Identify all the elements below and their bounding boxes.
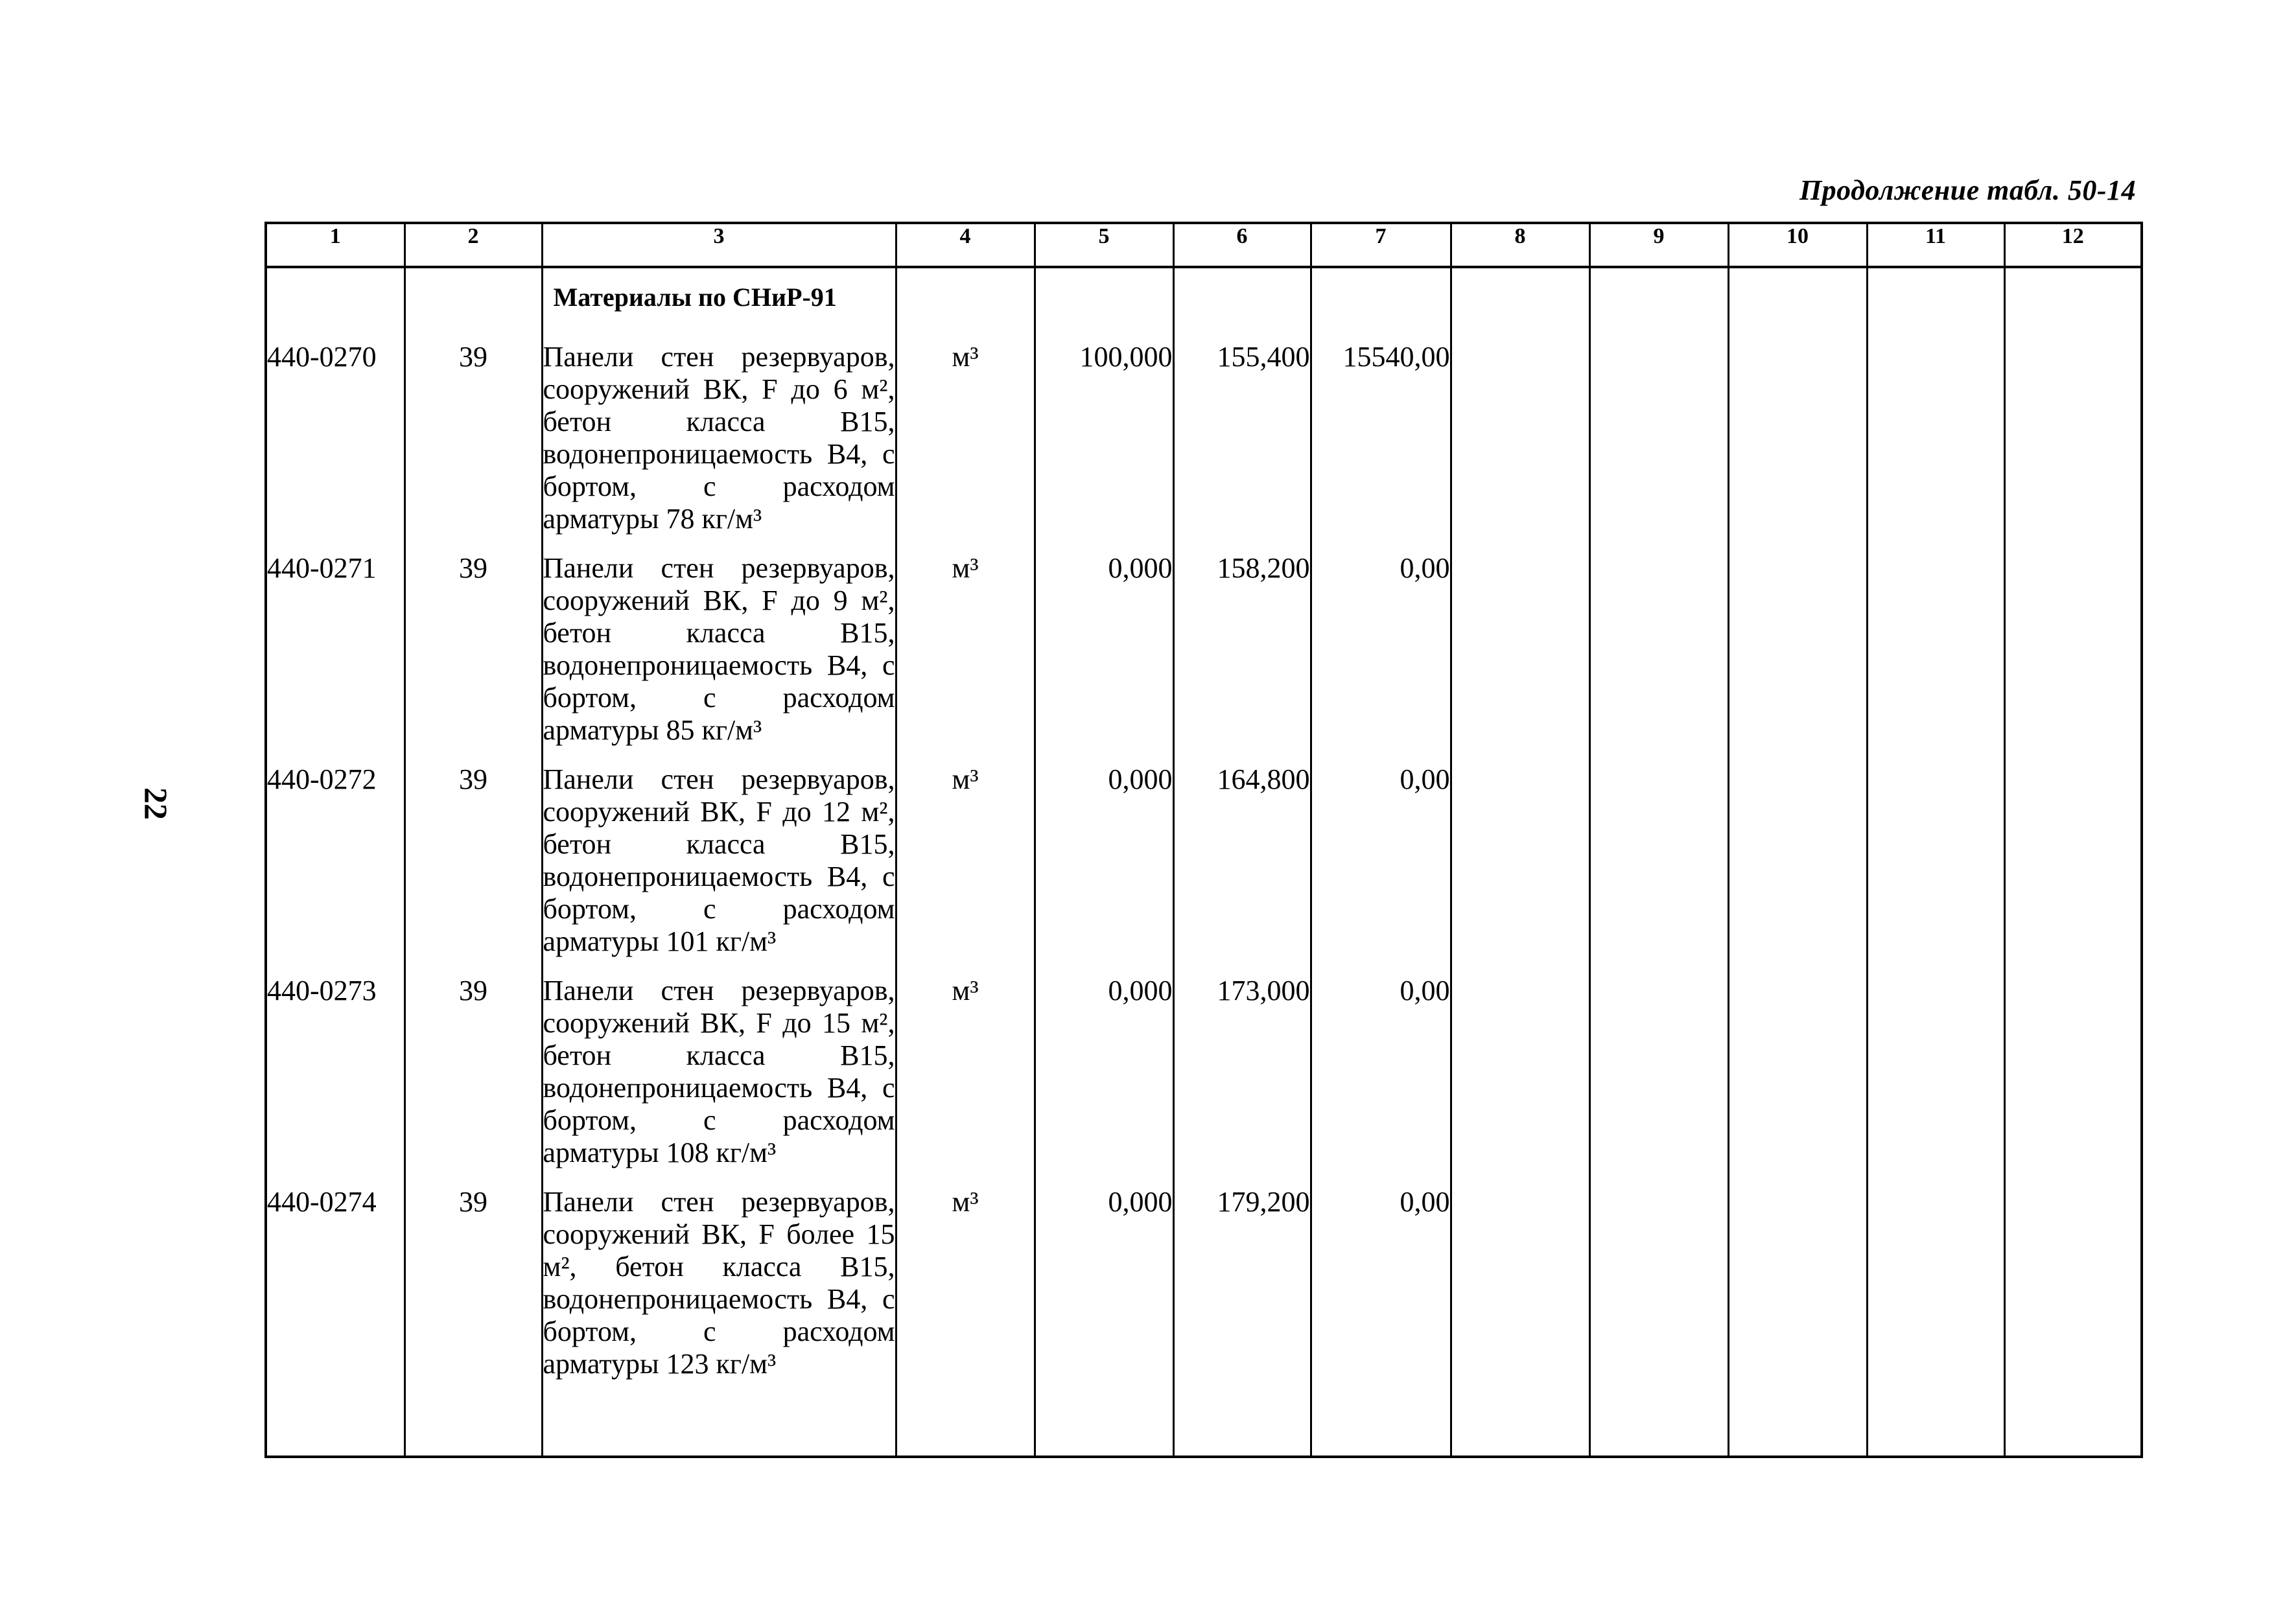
header-cell: 2 bbox=[404, 223, 542, 267]
unit-price: 158,200 bbox=[1173, 544, 1311, 756]
page-number: 22 bbox=[138, 787, 174, 820]
unit-price: 173,000 bbox=[1173, 967, 1311, 1178]
header-cell: 5 bbox=[1035, 223, 1173, 267]
total-cost: 15540,00 bbox=[1311, 333, 1451, 544]
resource-code: 440-0273 bbox=[266, 967, 404, 1178]
group-number: 39 bbox=[404, 1178, 542, 1457]
unit-price: 179,200 bbox=[1173, 1178, 1311, 1457]
unit-of-measure: м³ bbox=[896, 967, 1035, 1178]
total-cost: 0,00 bbox=[1311, 756, 1451, 967]
quantity: 0,000 bbox=[1035, 544, 1173, 756]
quantity: 0,000 bbox=[1035, 1178, 1173, 1457]
total-cost: 0,00 bbox=[1311, 544, 1451, 756]
section-title: Материалы по СНиР-91 bbox=[553, 283, 837, 312]
header-cell: 7 bbox=[1311, 223, 1451, 267]
unit-price: 164,800 bbox=[1173, 756, 1311, 967]
resource-code: 440-0271 bbox=[266, 544, 404, 756]
quantity: 100,000 bbox=[1035, 333, 1173, 544]
resource-description: Панели стен резервуаров, сооружений ВК, F до 6 м², бетон класса В15, водонепроницаемость В4, с бортом, с расходом арматуры 78 кг/м³ bbox=[542, 333, 896, 544]
resource-description: Панели стен резервуаров, сооружений ВК, F до 15 м², бетон класса В15, водонепроницаемость В4, с бортом, с расходом арматуры 108 кг/м³ bbox=[542, 967, 896, 1178]
group-number: 39 bbox=[404, 544, 542, 756]
header-cell: 1 bbox=[266, 223, 404, 267]
materials-table bbox=[264, 222, 2143, 1458]
table-row bbox=[266, 333, 2142, 544]
header-cell: 6 bbox=[1173, 223, 1311, 267]
header-cell: 4 bbox=[896, 223, 1035, 267]
header-cell: 8 bbox=[1451, 223, 1589, 267]
table-row bbox=[266, 544, 2142, 756]
resource-code: 440-0270 bbox=[266, 333, 404, 544]
group-number: 39 bbox=[404, 333, 542, 544]
header-cell: 11 bbox=[1867, 223, 2004, 267]
unit-of-measure: м³ bbox=[896, 333, 1035, 544]
resource-code: 440-0272 bbox=[266, 756, 404, 967]
total-cost: 0,00 bbox=[1311, 967, 1451, 1178]
resource-code: 440-0274 bbox=[266, 1178, 404, 1457]
header-cell: 10 bbox=[1728, 223, 1867, 267]
unit-of-measure: м³ bbox=[896, 544, 1035, 756]
header-row bbox=[266, 223, 2142, 267]
unit-price: 155,400 bbox=[1173, 333, 1311, 544]
section-row bbox=[266, 267, 2142, 333]
unit-of-measure: м³ bbox=[896, 756, 1035, 967]
header-cell: 12 bbox=[2004, 223, 2142, 267]
group-number: 39 bbox=[404, 967, 542, 1178]
resource-description: Панели стен резервуаров, сооружений ВК, F до 12 м², бетон класса В15, водонепроницаемость В4, с бортом, с расходом арматуры 101 кг/м³ bbox=[542, 756, 896, 967]
total-cost: 0,00 bbox=[1311, 1178, 1451, 1457]
unit-of-measure: м³ bbox=[896, 1178, 1035, 1457]
table-row bbox=[266, 756, 2142, 967]
resource-description: Панели стен резервуаров, сооружений ВК, F до 9 м², бетон класса В15, водонепроницаемость В4, с бортом, с расходом арматуры 85 кг/м³ bbox=[542, 544, 896, 756]
header-cell: 3 bbox=[542, 223, 896, 267]
continuation-title: Продолжение табл. 50-14 bbox=[1799, 174, 2136, 206]
table-row bbox=[266, 1178, 2142, 1457]
table-row bbox=[266, 967, 2142, 1178]
quantity: 0,000 bbox=[1035, 756, 1173, 967]
group-number: 39 bbox=[404, 756, 542, 967]
header-cell: 9 bbox=[1589, 223, 1728, 267]
resource-description: Панели стен резервуаров, сооружений ВК, F более 15 м², бетон класса В15, водонепроницаемость В4, с бортом, с расходом арматуры 123 кг/м³ bbox=[542, 1178, 896, 1457]
quantity: 0,000 bbox=[1035, 967, 1173, 1178]
